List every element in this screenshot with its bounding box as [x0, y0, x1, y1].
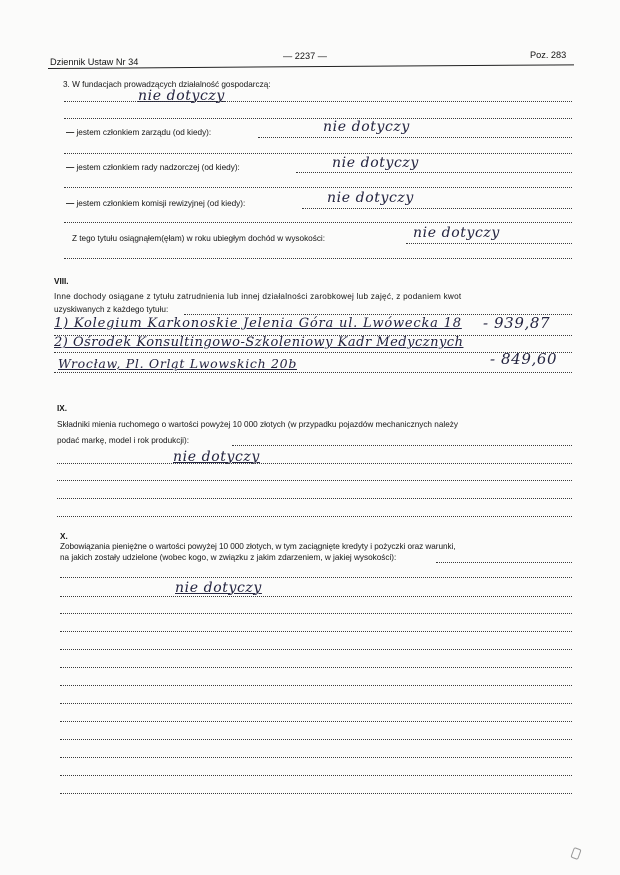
journal-title: Dziennik Ustaw Nr 34 — [50, 57, 139, 67]
board-member-label: — jestem członkiem zarządu (od kiedy): — [66, 128, 212, 137]
dotted-line — [60, 613, 572, 614]
dotted-line — [64, 101, 572, 102]
dotted-line — [296, 172, 572, 173]
section-9-text: Składniki mienia ruchomego o wartości powyżej 10 000 złotych (w przypadku pojazdów mechanicznych należy — [57, 420, 458, 429]
section-10-answer: nie dotyczy — [175, 580, 262, 596]
audit-committee-label: — jestem członkiem komisji rewizyjnej (od kiedy): — [66, 199, 246, 208]
income-source-1: 1) Kolegium Karkonoskie Jelenia Góra ul. Lwówecka 18 — [54, 316, 462, 331]
board-member-answer: nie dotyczy — [323, 119, 410, 135]
dotted-line — [64, 222, 572, 223]
page-number: — 2237 — — [283, 51, 327, 61]
dotted-line — [60, 703, 572, 704]
dotted-line — [60, 685, 572, 686]
audit-committee-answer: nie dotyczy — [327, 190, 414, 206]
income-source-2: 2) Ośrodek Konsultingowo-Szkoleniowy Kadr Medycznych — [54, 335, 464, 350]
dotted-line — [406, 243, 572, 244]
dotted-line — [60, 793, 572, 794]
section-9-number: IX. — [57, 404, 68, 413]
dotted-line — [60, 775, 572, 776]
dotted-line — [60, 721, 572, 722]
income-source-1-amount: - 939,87 — [483, 314, 551, 332]
dotted-line — [64, 118, 572, 119]
position-number: Poz. 283 — [530, 50, 567, 60]
income-answer: nie dotyczy — [413, 225, 500, 241]
dotted-line — [60, 667, 572, 668]
section-3-title: 3. W fundacjach prowadzących działalność gospodarczą: — [63, 80, 271, 89]
dotted-line — [258, 137, 572, 138]
section-10-text-2: na jakich zostały udzielone (wobec kogo, w związku z jakim zdarzeniem, w jakiej wysokości): — [60, 553, 397, 562]
dotted-line — [232, 445, 572, 446]
income-source-2-amount: - 849,60 — [490, 350, 558, 368]
section-8-text: Inne dochody osiągane z tytułu zatrudnienia lub innej działalności zarobkowej lub zajęć, z podaniem kwot — [54, 292, 462, 301]
dotted-line — [64, 153, 572, 154]
dotted-line — [57, 516, 572, 517]
dotted-line — [64, 187, 572, 188]
dotted-line — [57, 498, 572, 499]
dotted-line — [60, 577, 572, 578]
section-10-number: X. — [60, 532, 68, 541]
scan-mark — [570, 847, 581, 860]
dotted-line — [64, 258, 572, 259]
dotted-line — [57, 463, 572, 464]
section-8-number: VIII. — [54, 277, 69, 286]
dotted-line — [60, 631, 572, 632]
dotted-line — [60, 739, 572, 740]
section-9-text-2: podać markę, model i rok produkcji): — [57, 436, 189, 445]
dotted-line — [302, 208, 572, 209]
section-9-answer: nie dotyczy — [173, 449, 260, 465]
income-label: Z tego tytułu osiągnąłem(ęłam) w roku ubiegłym dochód w wysokości: — [72, 234, 326, 243]
income-source-2-address: Wrocław, Pl. Orląt Lwowskich 20b — [58, 356, 298, 371]
dotted-line — [60, 596, 572, 597]
dotted-line — [60, 757, 572, 758]
section-10-text: Zobowiązania pieniężne o wartości powyżej 10 000 złotych, w tym zaciągnięte kredyty i pożyczki oraz warunki, — [60, 542, 456, 551]
section-3-answer: nie dotyczy — [138, 88, 225, 104]
supervisory-board-answer: nie dotyczy — [332, 155, 419, 171]
dotted-line — [60, 649, 572, 650]
section-8-text-2: uzyskiwanych z każdego tytułu: — [54, 305, 169, 314]
dotted-line — [57, 480, 572, 481]
dotted-line — [436, 562, 572, 563]
dotted-line — [54, 372, 572, 373]
supervisory-board-label: — jestem członkiem rady nadzorczej (od kiedy): — [66, 163, 240, 172]
